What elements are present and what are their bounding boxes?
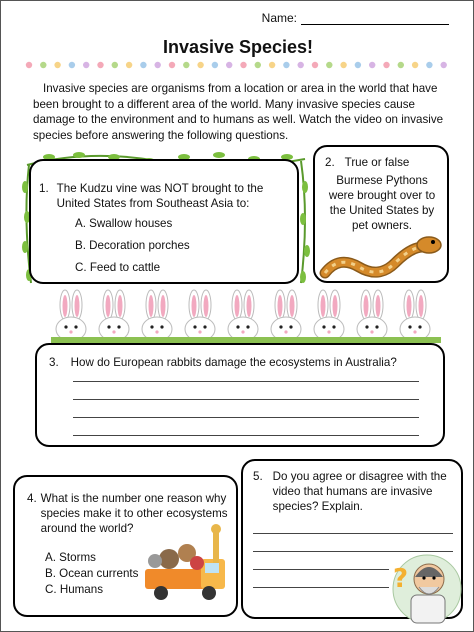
question-1-box — [29, 159, 299, 284]
question-3-box — [35, 343, 445, 447]
divider-dot — [369, 62, 375, 68]
divider-dot — [426, 62, 432, 68]
question-1-number: 1. — [39, 182, 49, 195]
bunny-icon — [314, 290, 344, 341]
divider-dot — [441, 62, 447, 68]
bunny-icon — [271, 290, 301, 341]
bunny-icon — [99, 290, 129, 341]
divider-dot — [140, 62, 146, 68]
divider-dot — [298, 62, 304, 68]
name-label: Name: — [261, 11, 297, 25]
divider-dot — [269, 62, 275, 68]
answer-line[interactable] — [73, 435, 419, 436]
divider-dot — [240, 62, 246, 68]
animal-truck-icon — [139, 523, 235, 603]
divider-dot — [212, 62, 218, 68]
bunny-icon — [400, 290, 430, 341]
divider-dot — [283, 62, 289, 68]
divider-dot — [54, 62, 60, 68]
divider-dot — [183, 62, 189, 68]
divider-dot — [112, 62, 118, 68]
divider-dot — [226, 62, 232, 68]
svg-text:?: ? — [393, 564, 409, 594]
bunny-icon — [142, 290, 172, 341]
divider-dot — [97, 62, 103, 68]
dotted-divider — [23, 61, 453, 69]
python-snake-icon — [319, 233, 447, 281]
divider-dot — [126, 62, 132, 68]
question-4-number: 4. — [27, 492, 37, 505]
divider-dot — [69, 62, 75, 68]
name-field[interactable] — [262, 11, 449, 25]
divider-dot — [255, 62, 261, 68]
bunny-icon — [228, 290, 258, 341]
answer-line[interactable] — [253, 587, 389, 588]
answer-line[interactable] — [253, 533, 453, 534]
divider-dot — [398, 62, 404, 68]
q4-option-b[interactable]: B. Ocean currents — [45, 567, 139, 580]
answer-line[interactable] — [73, 399, 419, 400]
name-line[interactable] — [301, 13, 449, 25]
divider-dot — [83, 62, 89, 68]
question-3-text: How do European rabbits damage the ecosystems in Australia? — [70, 356, 397, 369]
divider-dot — [326, 62, 332, 68]
thinking-man-icon — [385, 547, 467, 627]
divider-dot — [383, 62, 389, 68]
question-4-text: What is the number one reason why species make it to other ecosystems around the world? — [40, 492, 228, 535]
q1-option-b[interactable]: B. Decoration porches — [75, 239, 190, 252]
bunny-icon — [185, 290, 215, 341]
bunny-icon — [357, 290, 387, 341]
divider-dot — [26, 62, 32, 68]
question-2-box — [313, 145, 449, 283]
q4-option-c[interactable]: C. Humans — [45, 583, 103, 596]
divider-dot — [412, 62, 418, 68]
divider-dot — [169, 62, 175, 68]
question-2-heading: True or false — [344, 156, 410, 169]
bunny-row-icon — [51, 289, 441, 343]
answer-line[interactable] — [253, 569, 389, 570]
divider-dot — [355, 62, 361, 68]
question-5-text: Do you agree or disagree with the video that humans are invasive species? Explain. — [272, 470, 447, 513]
divider-dot — [40, 62, 46, 68]
question-2-number: 2. — [325, 156, 335, 169]
question-2-text: Burmese Pythons were brought over to the United States by pet owners. — [328, 174, 436, 232]
question-5-number: 5. — [253, 470, 263, 483]
q4-option-a[interactable]: A. Storms — [45, 551, 96, 564]
q1-option-c[interactable]: C. Feed to cattle — [75, 261, 161, 274]
divider-dot — [155, 62, 161, 68]
answer-line[interactable] — [73, 381, 419, 382]
answer-line[interactable] — [73, 417, 419, 418]
bunny-icon — [56, 290, 86, 341]
question-1-text: The Kudzu vine was NOT brought to the United States from Southeast Asia to: — [56, 182, 264, 210]
q1-option-a[interactable]: A. Swallow houses — [75, 217, 173, 230]
divider-dot — [340, 62, 346, 68]
intro-paragraph: Invasive species are organisms from a location or area in the world that have been brought to a different area of the world. Many invasive species cause damage to the environment and to humans as well. Watch the video on invasive species before answering the following questions. — [33, 82, 444, 142]
page-title: Invasive Species! — [162, 37, 314, 57]
question-3-number: 3. — [49, 356, 59, 369]
divider-dot — [312, 62, 318, 68]
divider-dot — [197, 62, 203, 68]
